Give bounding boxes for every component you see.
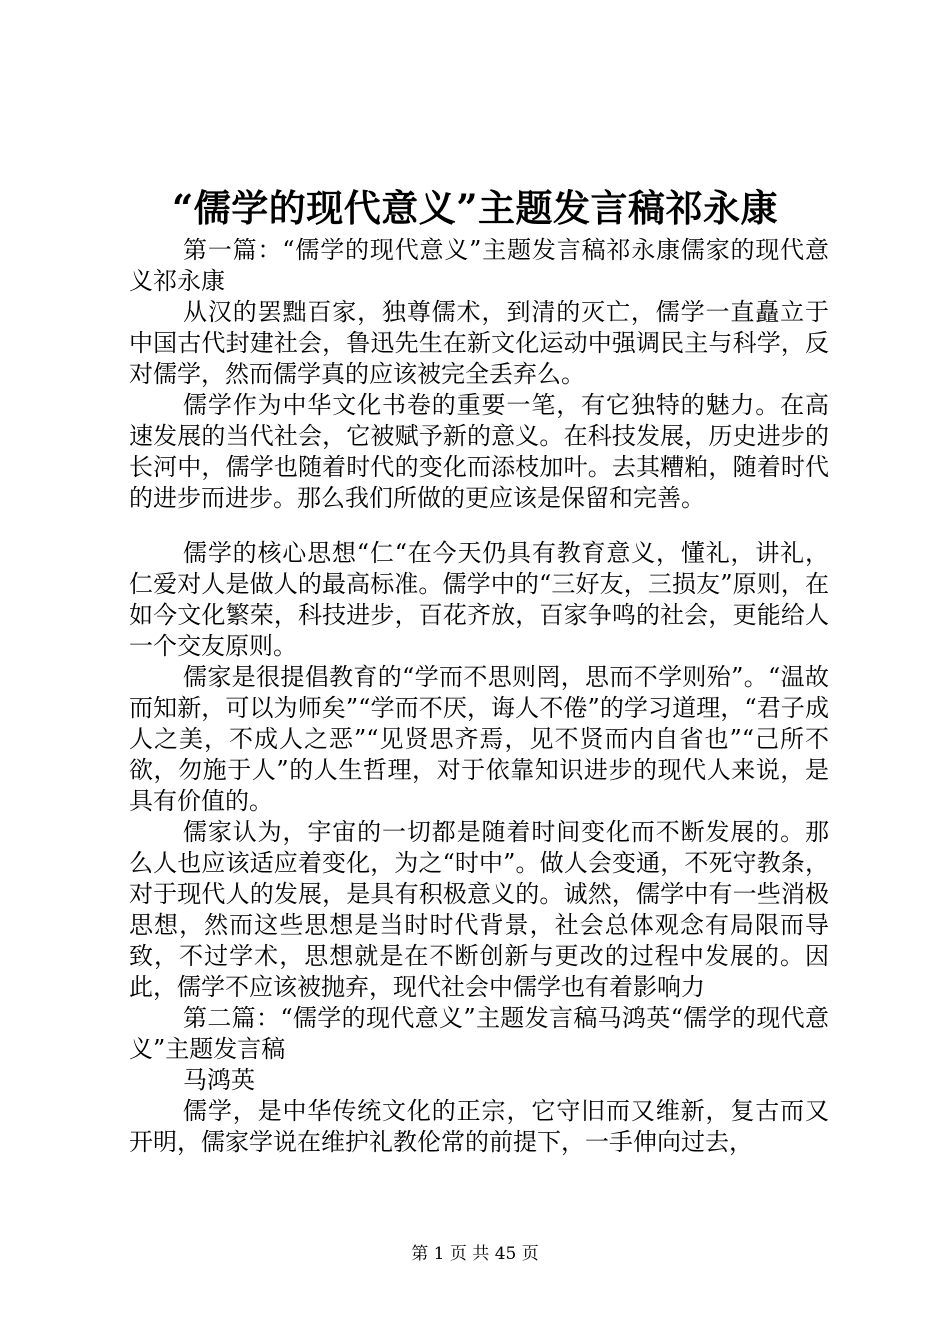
paragraph-7: 第二篇：“儒学的现代意义”主题发言稿马鸿英“儒学的现代意义”主题发言稿 bbox=[129, 1004, 829, 1063]
paragraph-9: 儒学，是中华传统文化的正宗，它守旧而又维新，复古而又开明，儒家学说在维护礼教伦常的前提下，一手伸向过去， bbox=[129, 1097, 829, 1156]
page-number-footer: 第 1 页 共 45 页 bbox=[411, 1244, 539, 1264]
paragraph-4: 儒学的核心思想“仁“在今天仍具有教育意义，懂礼，讲礼，仁爱对人是做人的最高标准。儒学中的“三好友，三损友”原则，在如今文化繁荣，科技进步，百花齐放，百家争鸣的社会，更能给人一个交友原则。 bbox=[129, 539, 829, 660]
paragraph-1: 第一篇：“儒学的现代意义”主题发言稿祁永康儒家的现代意义祁永康 bbox=[129, 236, 829, 295]
paragraph-8: 马鸿英 bbox=[183, 1066, 255, 1094]
paragraph-2: 从汉的罢黜百家，独尊儒术，到清的灭亡，儒学一直矗立于中国古代封建社会，鲁迅先生在新文化运动中强调民主与科学，反对儒学，然而儒学真的应该被完全丢弃么。 bbox=[129, 298, 829, 388]
paragraph-3: 儒学作为中华文化书卷的重要一笔，有它独特的魅力。在高速发展的当代社会，它被赋予新的意义。在科技发展，历史进步的长河中，儒学也随着时代的变化而添枝加叶。去其糟粕，随着时代的进步而进步。那么我们所做的更应该是保留和完善。 bbox=[129, 391, 829, 512]
document-body bbox=[129, 235, 829, 1158]
paragraph-5: 儒家是很提倡教育的“学而不思则罔，思而不学则殆”。“温故而知新，可以为师矣”“学而不厌，诲人不倦”的学习道理，“君子成人之美，不成人之恶”“见贤思齐焉，见不贤而内自省也”“己所不欲，勿施于人”的人生哲理，对于依靠知识进步的现代人来说，是具有价值的。 bbox=[129, 663, 829, 815]
document-title: “儒学的现代意义”主题发言稿祁永康 bbox=[171, 186, 779, 230]
paragraph-6: 儒家认为，宇宙的一切都是随着时间变化而不断发展的。那么人也应该适应着变化，为之“时中”。做人会变通，不死守教条，对于现代人的发展，是具有积极意义的。诚然，儒学中有一些消极思想，然而这些思想是当时时代背景，社会总体观念有局限而导致，不过学术，思想就是在不断创新与更改的过程中发展的。因此，儒学不应该被抛弃，现代社会中儒学也有着影响力 bbox=[129, 818, 829, 1001]
